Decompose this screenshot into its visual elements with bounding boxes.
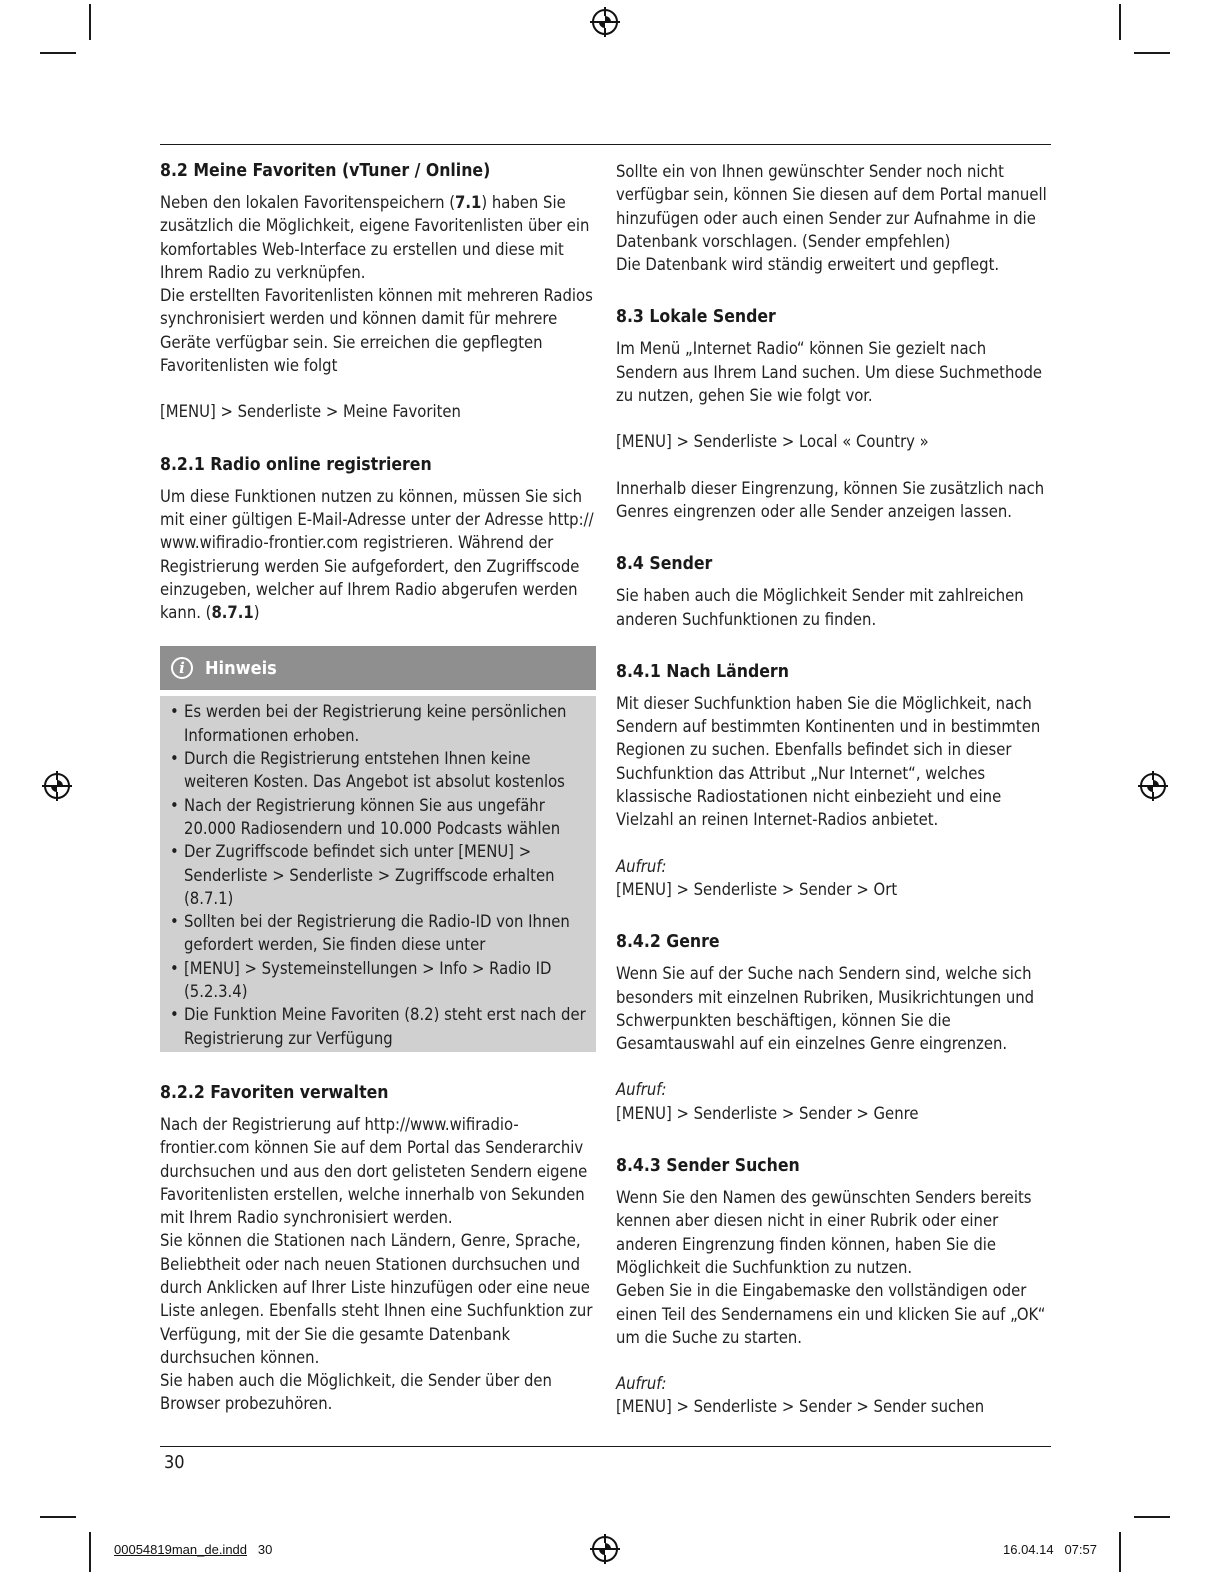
menu-path: [MENU] > Senderliste > Sender > Ort	[616, 879, 898, 899]
section-heading-8-4-3: 8.4.3 Sender Suchen	[616, 1156, 800, 1177]
crop-mark	[40, 52, 76, 54]
section-reference: 7.1	[455, 193, 482, 212]
note-item: • Es werden bei der Registrierung keine persönlichen Informationen erhoben.	[170, 700, 586, 747]
note-body	[160, 696, 596, 1051]
file-page: 30	[257, 1542, 273, 1557]
crop-mark	[89, 1532, 91, 1572]
paragraph: Sie haben auch die Möglichkeit, die Sender über den Browser probezuhören.	[160, 1371, 552, 1414]
paragraph: Um diese Funktionen nutzen zu können, müssen Sie sich mit einer gültigen E-Mail-Adresse unter der Adresse http:// www.wifiradio-frontier.com registrieren. Während der Registrierung werden Sie aufgefordert, den Zugriffscode einzugeben, welcher auf Ihrem Radio abgerufen werden kann. (8.7.1)	[160, 486, 594, 623]
header-rule	[160, 144, 1051, 145]
menu-path: [MENU] > Senderliste > Meine Favoriten	[160, 402, 461, 422]
crop-mark	[40, 1516, 76, 1518]
note-item: • Nach der Registrierung können Sie aus ungefähr 20.000 Radiosendern und 10.000 Podcasts wählen	[170, 794, 586, 841]
paragraph: Wenn Sie den Namen des gewünschten Senders bereits kennen aber diesen nicht in einer Rubrik oder einer anderen Eingrenzung finden können, haben Sie die Möglichkeit die Suchfunktion zu nutzen.	[616, 1188, 1032, 1277]
file-timestamp	[1003, 1542, 1097, 1557]
paragraph: Innerhalb dieser Eingrenzung, können Sie zusätzlich nach Genres eingrenzen oder alle Sender anzeigen lassen.	[616, 478, 1045, 521]
call-label: Aufruf:	[616, 856, 667, 876]
crop-mark	[1134, 52, 1170, 54]
left-column	[160, 160, 596, 1416]
page-number: 30	[164, 1452, 185, 1473]
crop-mark	[1119, 1532, 1121, 1572]
file-time: 07:57	[1064, 1542, 1097, 1557]
note-header	[160, 646, 596, 690]
note-title: Hinweis	[205, 657, 277, 679]
menu-path: [MENU] > Senderliste > Sender > Genre	[616, 1103, 919, 1123]
section-reference: 8.7.1	[211, 603, 254, 623]
registration-mark-icon	[592, 1536, 618, 1562]
info-icon: i	[171, 657, 193, 679]
paragraph: Sollte ein von Ihnen gewünschter Sender noch nicht verfügbar sein, können Sie diesen auf dem Portal manuell hinzufügen oder auch einen Sender zur Aufnahme in die Datenbank vorschlagen. (Sender empfehlen)	[616, 162, 1047, 251]
file-name-text: 00054819man_de.indd	[114, 1542, 248, 1557]
note-item: • Der Zugriffscode befindet sich unter [MENU] > Senderliste > Senderliste > Zugriffscode erhalten (8.7.1)	[170, 840, 586, 910]
note-list	[170, 700, 586, 1049]
paragraph: Neben den lokalen Favoritenspeichern (7.1) haben Sie zusätzlich die Möglichkeit, eigene Favoritenlisten über ein komfortables Web-Interface zu erstellen und diese mit Ihrem Radio zu verknüpfen.	[160, 193, 590, 282]
paragraph: Nach der Registrierung auf http://www.wifiradio-frontier.com können Sie auf dem Portal das Senderarchiv durchsuchen und aus den dort gelisteten Sendern eigene Favoritenlisten erstellen, welche innerhalb von Sekunden mit Ihrem Radio synchronisiert werden.	[160, 1114, 588, 1228]
menu-path: [MENU] > Senderliste > Sender > Sender suchen	[616, 1397, 985, 1417]
section-heading-8-3: 8.3 Lokale Sender	[616, 307, 776, 328]
crop-mark	[1119, 4, 1121, 40]
paragraph: Sie haben auch die Möglichkeit Sender mit zahlreichen anderen Suchfunktionen zu finden.	[616, 586, 1024, 629]
crop-mark	[89, 4, 91, 40]
section-heading-8-2-2: 8.2.2 Favoriten verwalten	[160, 1082, 389, 1103]
paragraph: Mit dieser Suchfunktion haben Sie die Möglichkeit, nach Sendern auf bestimmten Kontinenten und in bestimmten Regionen zu suchen. Ebenfalls befindet sich in dieser Suchfunktion das Attribut „Nur Internet“, welches klassische Radiostationen nicht einbezieht und eine Vielzahl an reinen Internet-Radios anbietet.	[616, 693, 1041, 830]
menu-path: [MENU] > Senderliste > Local « Country »	[616, 432, 929, 452]
note-item: • Durch die Registrierung entstehen Ihnen keine weiteren Kosten. Das Angebot ist absolut kostenlos	[170, 747, 586, 794]
paragraph: Sie können die Stationen nach Ländern, Genre, Sprache, Beliebtheit oder nach neuen Stationen durchsuchen und durch Anklicken auf Ihrer Liste hinzufügen oder eine neue Liste anlegen. Ebenfalls steht Ihnen eine Suchfunktion zur Verfügung, mit der Sie die gesamte Datenbank durchsuchen können.	[160, 1231, 593, 1367]
right-column	[616, 160, 1052, 1419]
paragraph: Geben Sie in die Eingabemaske den vollständigen oder einen Teil des Sendernamens ein und klicken Sie auf „OK“ um die Suche zu starten.	[616, 1281, 1046, 1347]
paragraph: Die Datenbank wird ständig erweitert und gepflegt.	[616, 255, 1000, 275]
registration-mark-icon	[1140, 773, 1166, 799]
footer-rule	[160, 1446, 1051, 1447]
note-item: • Sollten bei der Registrierung die Radio-ID von Ihnen gefordert werden, Sie finden diese unter	[170, 910, 586, 957]
paragraph: Die erstellten Favoritenlisten können mit mehreren Radios synchronisiert werden und können damit für mehrere Geräte verfügbar sein. Sie erreichen die gepflegten Favoritenlisten wie folgt	[160, 286, 593, 376]
call-label: Aufruf:	[616, 1080, 667, 1100]
section-heading-8-2: 8.2 Meine Favoriten (vTuner / Online)	[160, 161, 491, 181]
file-date: 16.04.14	[1003, 1542, 1054, 1557]
paragraph: Im Menü „Internet Radio“ können Sie gezielt nach Sendern aus Ihrem Land suchen. Um diese Suchmethode zu nutzen, gehen Sie wie folgt vor.	[616, 339, 1043, 406]
section-heading-8-4-1: 8.4.1 Nach Ländern	[616, 661, 789, 682]
section-heading-8-4: 8.4 Sender	[616, 554, 713, 575]
section-heading-8-2-1: 8.2.1 Radio online registrieren	[160, 454, 432, 475]
file-name	[114, 1542, 272, 1557]
paragraph: Wenn Sie auf der Suche nach Sendern sind, welche sich besonders mit einzelnen Rubriken, Musikrichtungen und Schwerpunkten beschäftigen, können Sie die Gesamtauswahl auf ein einzelnes Genre eingrenzen.	[616, 964, 1035, 1054]
call-label: Aufruf:	[616, 1374, 667, 1394]
note-item: • [MENU] > Systemeinstellungen > Info > Radio ID (5.2.3.4)	[170, 957, 586, 1004]
section-heading-8-4-2: 8.4.2 Genre	[616, 932, 720, 953]
crop-mark	[1134, 1516, 1170, 1518]
note-item: • Die Funktion Meine Favoriten (8.2) steht erst nach der Registrierung zur Verfügung	[170, 1003, 586, 1050]
registration-mark-icon	[592, 9, 618, 35]
registration-mark-icon	[44, 773, 70, 799]
